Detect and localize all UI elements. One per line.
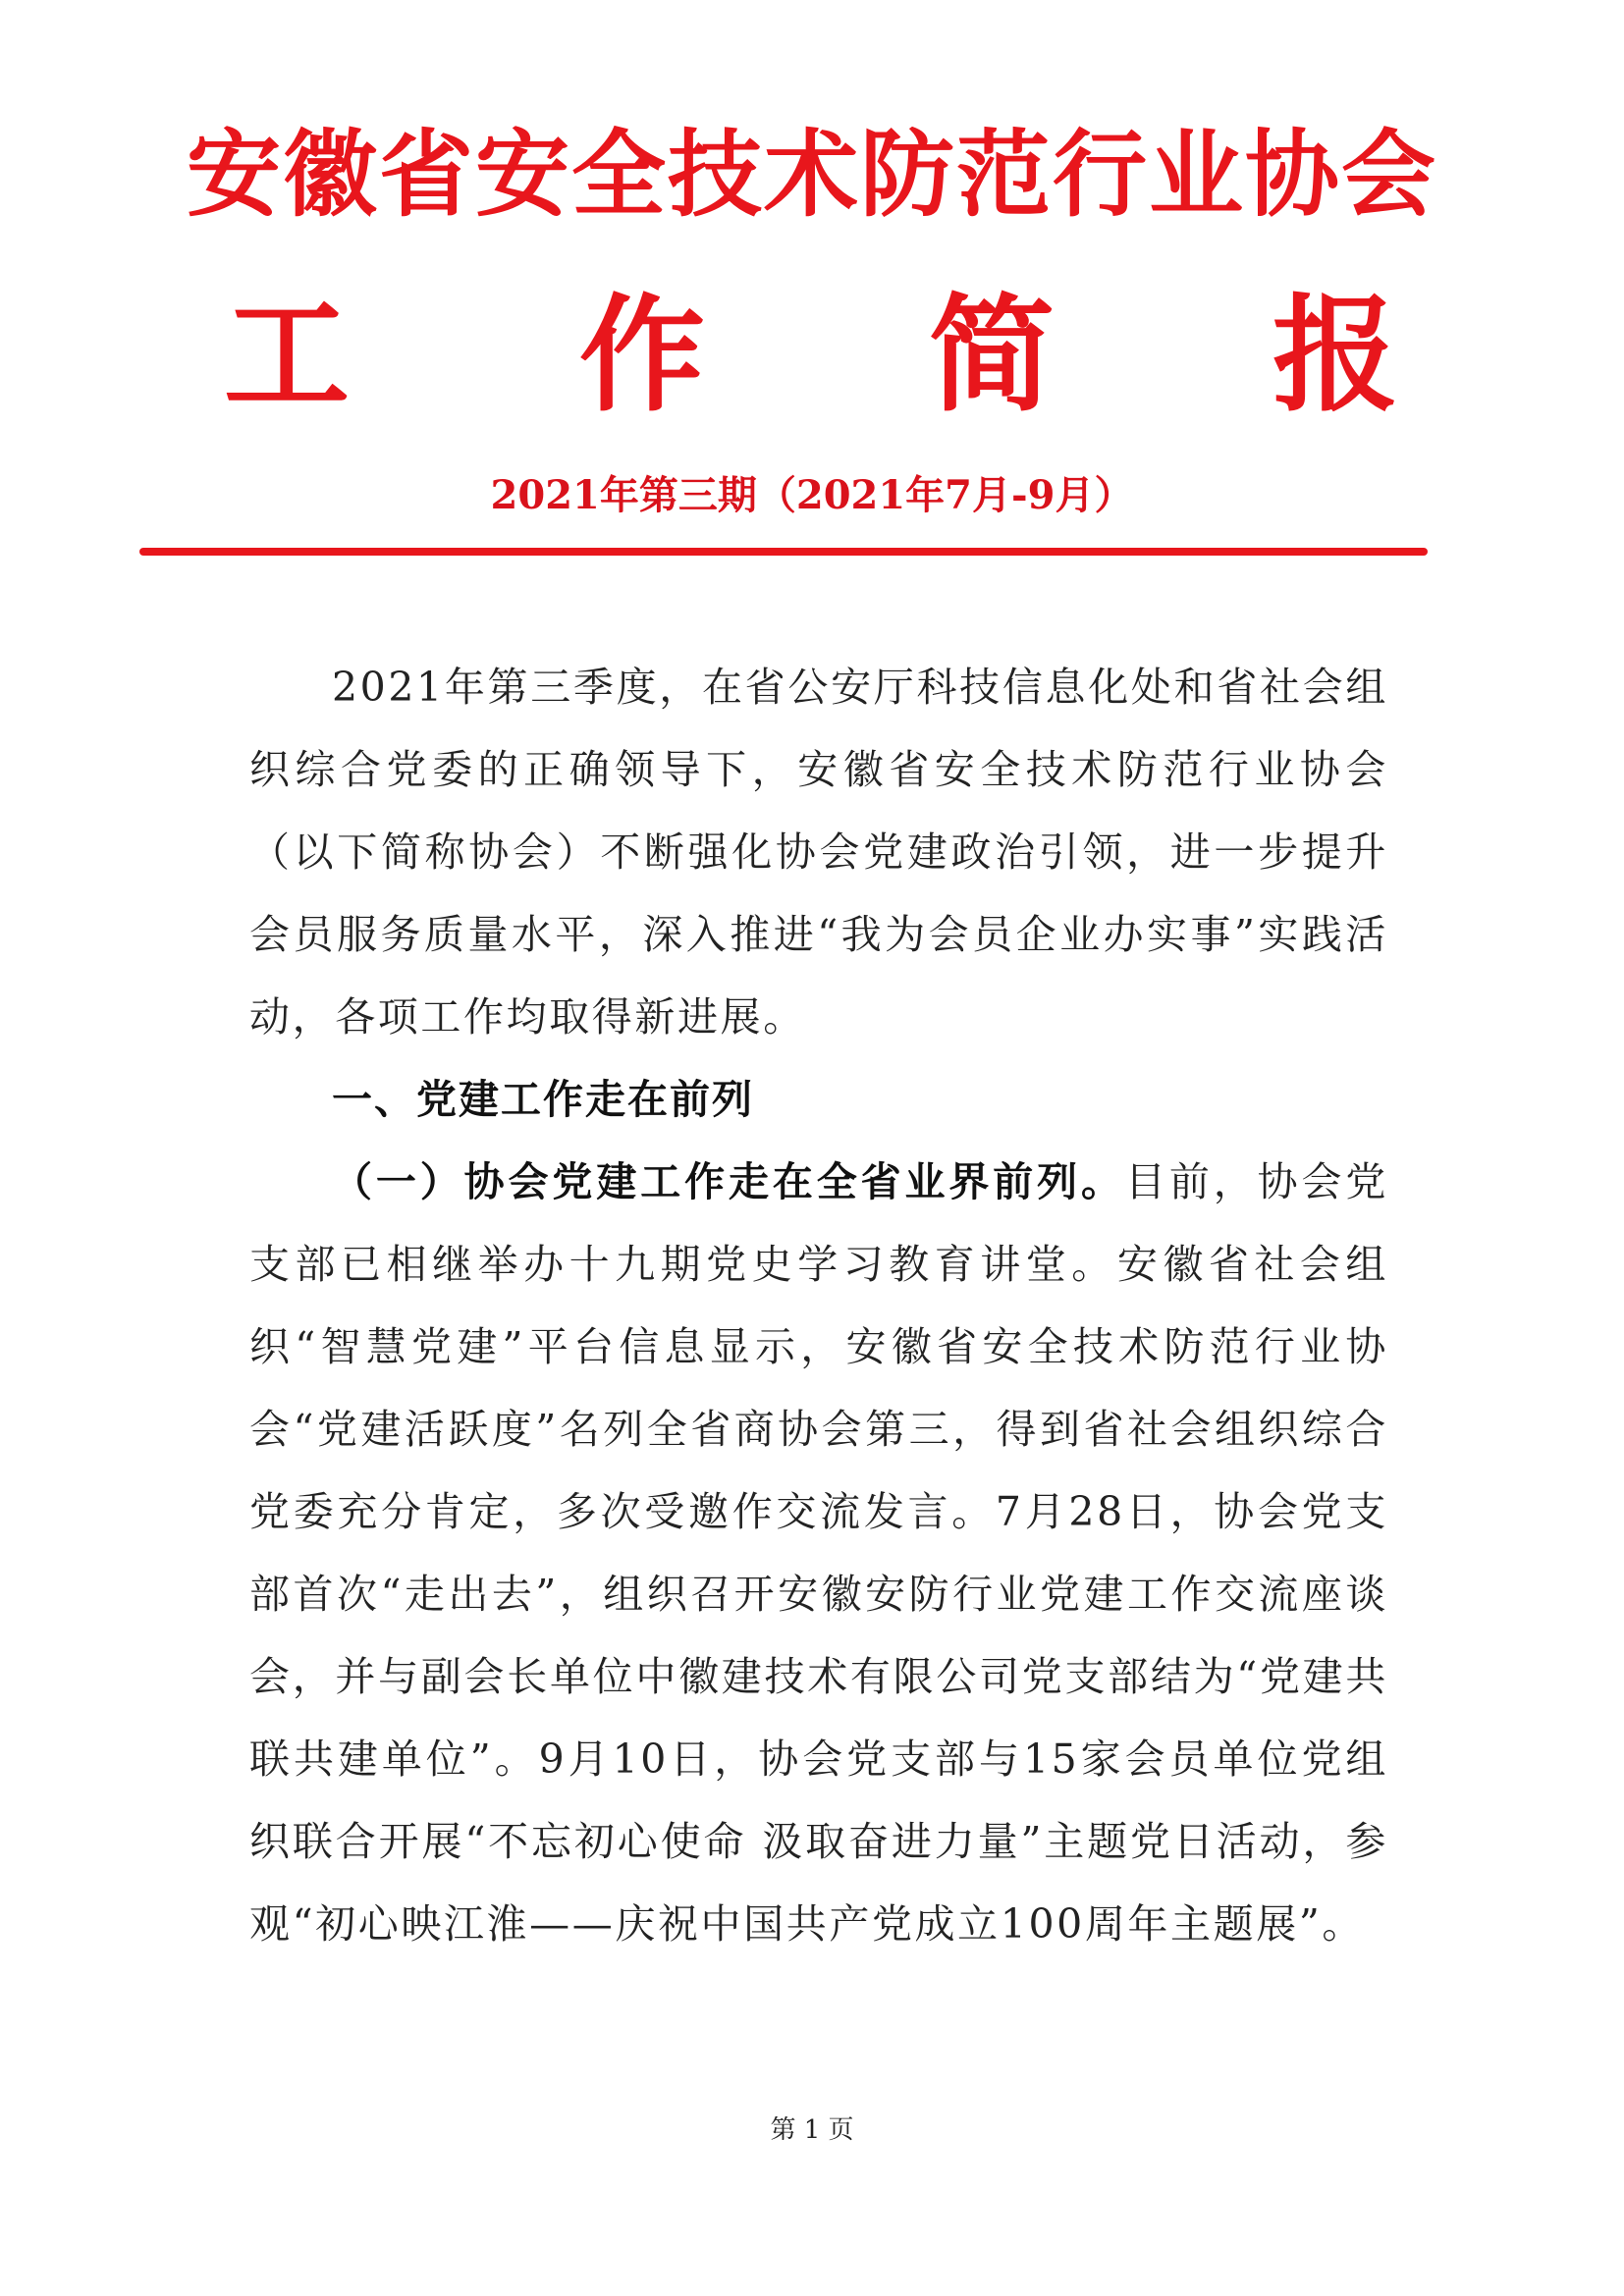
brief-title-char-4: 报: [1272, 282, 1399, 429]
issue-label: 2021年第三期（2021年7月-9月）: [490, 472, 1134, 518]
org-title: 安徽省安全技术防范行业协会: [187, 119, 1437, 230]
subsection-paragraph: [249, 1141, 1388, 1965]
red-divider: [139, 548, 1428, 556]
intro-paragraph: 2021年第三季度，在省公安厅科技信息化处和省社会组织综合党委的正确领导下，安徽省安全技术防范行业协会（以下简称协会）不断强化协会党建政治引领，进一步提升会员服务质量水平，深入推进“我为会员企业办实事”实践活动，各项工作均取得新进展。: [249, 664, 1388, 1041]
brief-title-char-1: 工: [224, 282, 351, 429]
brief-title-char-3: 简: [929, 282, 1056, 429]
section-heading: 一、党建工作走在前列: [332, 1076, 754, 1123]
brief-title-char-2: 作: [579, 282, 706, 429]
document-body: [249, 646, 1388, 1965]
page-number: 第 1 页: [770, 2115, 854, 2145]
subsection-body: 目前，协会党支部已相继举办十九期党史学习教育讲堂。安徽省社会组织“智慧党建”平台信息显示，安徽省安全技术防范行业协会“党建活跃度”名列全省商协会第三，得到省社会组织综合党委充分肯定，多次受邀作交流发言。7月28日，协会党支部首次“走出去”，组织召开安徽安防行业党建工作交流座谈会，并与副会长单位中徽建技术有限公司党支部结为“党建共联共建单位”。9月10日，协会党支部与15家会员单位党组织联合开展“不忘初心使命 汲取奋进力量”主题党日活动，参观“初心映江淮——庆祝中国共产党成立100周年主题展”。: [249, 1158, 1388, 1948]
subsection-lead: （一）协会党建工作走在全省业界前列。: [332, 1158, 1125, 1205]
